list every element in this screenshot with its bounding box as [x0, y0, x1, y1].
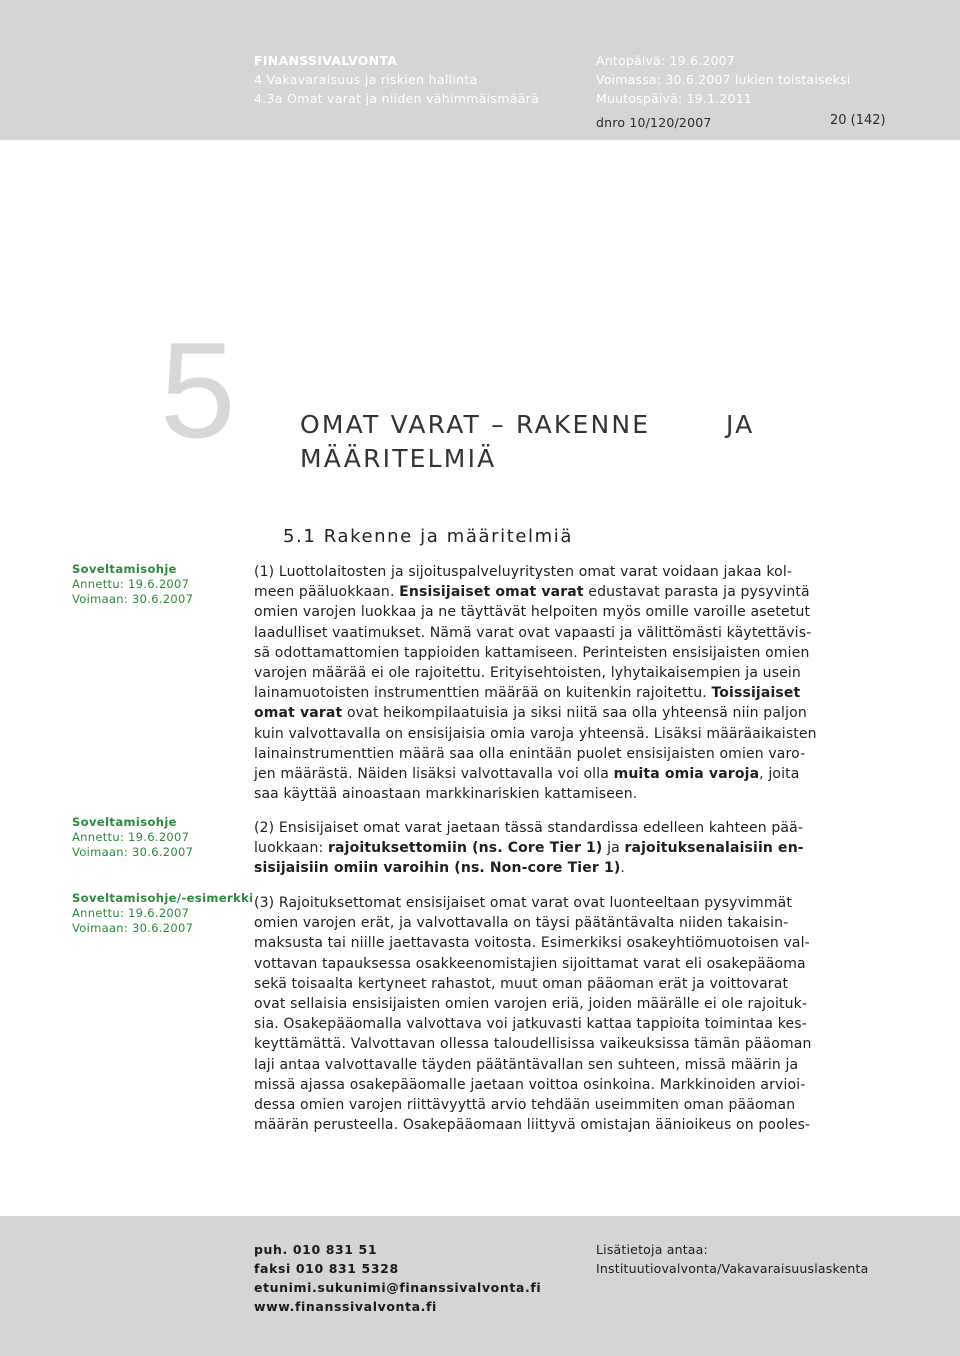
- text-segment: .: [620, 860, 625, 877]
- chapter-title: [300, 408, 770, 476]
- paragraph-1: [254, 562, 894, 804]
- text-line: lainainstrumenttien määrä saa olla enintään puolet ensisijaisten omien varo-: [254, 745, 806, 762]
- text-line: laadulliset vaatimukset. Nämä varat ovat vapaasti ja välittömästi käytettävis-: [254, 624, 812, 641]
- paragraph-3: [254, 893, 894, 1135]
- text-line: (2) Ensisijaiset omat varat jaetaan tässä standardissa edelleen kahteen pää-: [254, 820, 804, 836]
- text-line: määrän perusteella. Osakepääomaan liittyvä omistajan äänioikeus on pooles-: [254, 1117, 811, 1134]
- header-org-name: FINANSSIVALVONTA: [254, 53, 398, 68]
- header-amended-date: Muutospäivä: 19.1.2011: [596, 91, 753, 106]
- bold-term: Toissijaiset: [711, 685, 801, 702]
- header-valid-from: Voimassa: 30.6.2007 lukien toistaiseksi: [596, 72, 851, 87]
- text-line: ovat sellaisia ensisijaisten omien varojen eriä, joiden määrälle ei ole rajoituk-: [254, 996, 808, 1013]
- bold-term: rajoituksettomiin (ns. Core Tier 1): [328, 840, 603, 857]
- text-line: varojen määrää ei ole rajoitettu. Erityisehtoisten, lyhytaikaisempien ja usein: [254, 665, 801, 682]
- text-line: (1) Luottolaitosten ja sijoituspalveluyritysten omat varat voidaan jakaa kol-: [254, 564, 793, 580]
- text-line: [254, 683, 894, 703]
- guidance-type: Soveltamisohje: [72, 562, 177, 576]
- text-segment: ovat heikompilaatuisia ja siksi niitä saa olla yhteensä niin paljon: [342, 705, 807, 722]
- chapter-title-trailing: JA: [726, 410, 755, 439]
- bold-term: muita omia varoja: [613, 766, 760, 783]
- footer-contact-unit: Instituutiovalvonta/Vakavaraisuuslaskenta: [596, 1261, 869, 1276]
- footer-fax: faksi 010 831 5328: [254, 1261, 399, 1276]
- text-line: keyttämättä. Valvottavan ollessa taloudellisissa vaikeuksissa tämän pääoman: [254, 1036, 812, 1053]
- text-line: [254, 582, 894, 602]
- page-number: 20 (142): [830, 113, 886, 128]
- text-segment: edustavat parasta ja pysyvintä: [583, 584, 810, 601]
- sidebar-meta-2: [72, 815, 193, 860]
- guidance-type: Soveltamisohje/-esimerkki: [72, 891, 254, 905]
- text-line: omien varojen erät, ja valvottavalla on täysi päätäntävalta niiden takaisin-: [254, 915, 789, 932]
- footer-phone: puh. 010 831 51: [254, 1242, 378, 1257]
- footer-email[interactable]: etunimi.sukunimi@finanssivalvonta.fi: [254, 1280, 542, 1295]
- text-line: [254, 703, 894, 723]
- text-line: laji antaa valvottavalle täyden päätäntävallan sen suhteen, missä määrin ja: [254, 1056, 799, 1073]
- header-issue-date: Antopäivä: 19.6.2007: [596, 53, 735, 68]
- issued-date: Annettu: 19.6.2007: [72, 830, 190, 844]
- text-line: dessa omien varojen riittävyyttä arvio tehdään useimmiten oman pääoman: [254, 1097, 796, 1114]
- page-header: [0, 0, 960, 140]
- text-line: saa käyttää ainoastaan markkinariskien kattamiseen.: [254, 786, 638, 803]
- text-line: maksusta tai niille jaettavasta voitosta. Esimerkiksi osakeyhtiömuotoisen val-: [254, 935, 810, 952]
- text-line: (3) Rajoituksettomat ensisijaiset omat varat ovat luonteeltaan pysyvimmät: [254, 895, 792, 911]
- bold-term: Ensisijaiset omat varat: [399, 584, 584, 601]
- issued-date: Annettu: 19.6.2007: [72, 577, 190, 591]
- text-segment: luokkaan:: [254, 840, 328, 857]
- text-line: vottavan tapauksessa osakkeenomistajien sijoittamat varat eli osakepääoma: [254, 955, 806, 972]
- text-line: kuin valvottavalla on ensisijaisia omia varoja yhteensä. Lisäksi määräaikaisten: [254, 725, 817, 742]
- text-line: omien varojen luokkaa ja ne täyttävät helpoiten myös omille varoille asetetut: [254, 604, 811, 621]
- text-line: sekä toisaalta kertyneet rahastot, muut oman pääoman erät ja voittovarat: [254, 975, 789, 992]
- chapter-number: 5: [160, 314, 236, 466]
- header-record-number: dnro 10/120/2007: [596, 115, 712, 130]
- chapter-title-line-2: MÄÄRITELMIÄ: [300, 444, 497, 473]
- bold-term: sisijaisiin omiin varoihin (ns. Non-core Tier 1): [254, 860, 621, 877]
- issued-date: Annettu: 19.6.2007: [72, 906, 190, 920]
- section-heading: 5.1 Rakenne ja määritelmiä: [283, 526, 574, 547]
- sidebar-meta-3: [72, 891, 254, 936]
- footer-website-link[interactable]: www.finanssivalvonta.fi: [254, 1299, 437, 1314]
- chapter-title-line-1: OMAT VARAT – RAKENNE: [300, 410, 651, 439]
- text-line: sä odottamattomien tappioiden kattamiseen. Perinteisten ensisijaisten omien: [254, 644, 810, 661]
- text-segment: jen määrästä. Näiden lisäksi valvottavalla voi olla: [254, 766, 614, 783]
- text-line: sia. Osakepääomalla valvottava voi jatkuvasti kattaa tappioita toimintaa kes-: [254, 1016, 807, 1033]
- bold-term: omat varat: [254, 705, 343, 722]
- sidebar-meta-1: [72, 562, 193, 607]
- bold-term: rajoituksenalaisiin en-: [624, 840, 804, 857]
- footer-contact-label: Lisätietoja antaa:: [596, 1242, 708, 1257]
- text-line: missä ajassa osakepääomalle jaetaan voittoa osinkoina. Markkinoiden arvioi-: [254, 1076, 806, 1093]
- text-segment: , joita: [759, 766, 800, 783]
- guidance-type: Soveltamisohje: [72, 815, 177, 829]
- header-section: 4.3a Omat varat ja niiden vähimmäismäärä: [254, 91, 540, 106]
- paragraph-2: [254, 818, 894, 879]
- text-segment: lainamuotoisten instrumenttien määrää on kuitenkin rajoitettu.: [254, 685, 712, 702]
- page-footer: [0, 1216, 960, 1356]
- text-segment: meen pääluokkaan.: [254, 584, 400, 601]
- effective-date: Voimaan: 30.6.2007: [72, 845, 194, 859]
- effective-date: Voimaan: 30.6.2007: [72, 921, 194, 935]
- effective-date: Voimaan: 30.6.2007: [72, 592, 194, 606]
- header-chapter: 4 Vakavaraisuus ja riskien hallinta: [254, 72, 478, 87]
- text-line: [254, 764, 894, 784]
- text-segment: ja: [602, 840, 625, 857]
- text-line: [254, 858, 894, 878]
- text-line: [254, 838, 894, 858]
